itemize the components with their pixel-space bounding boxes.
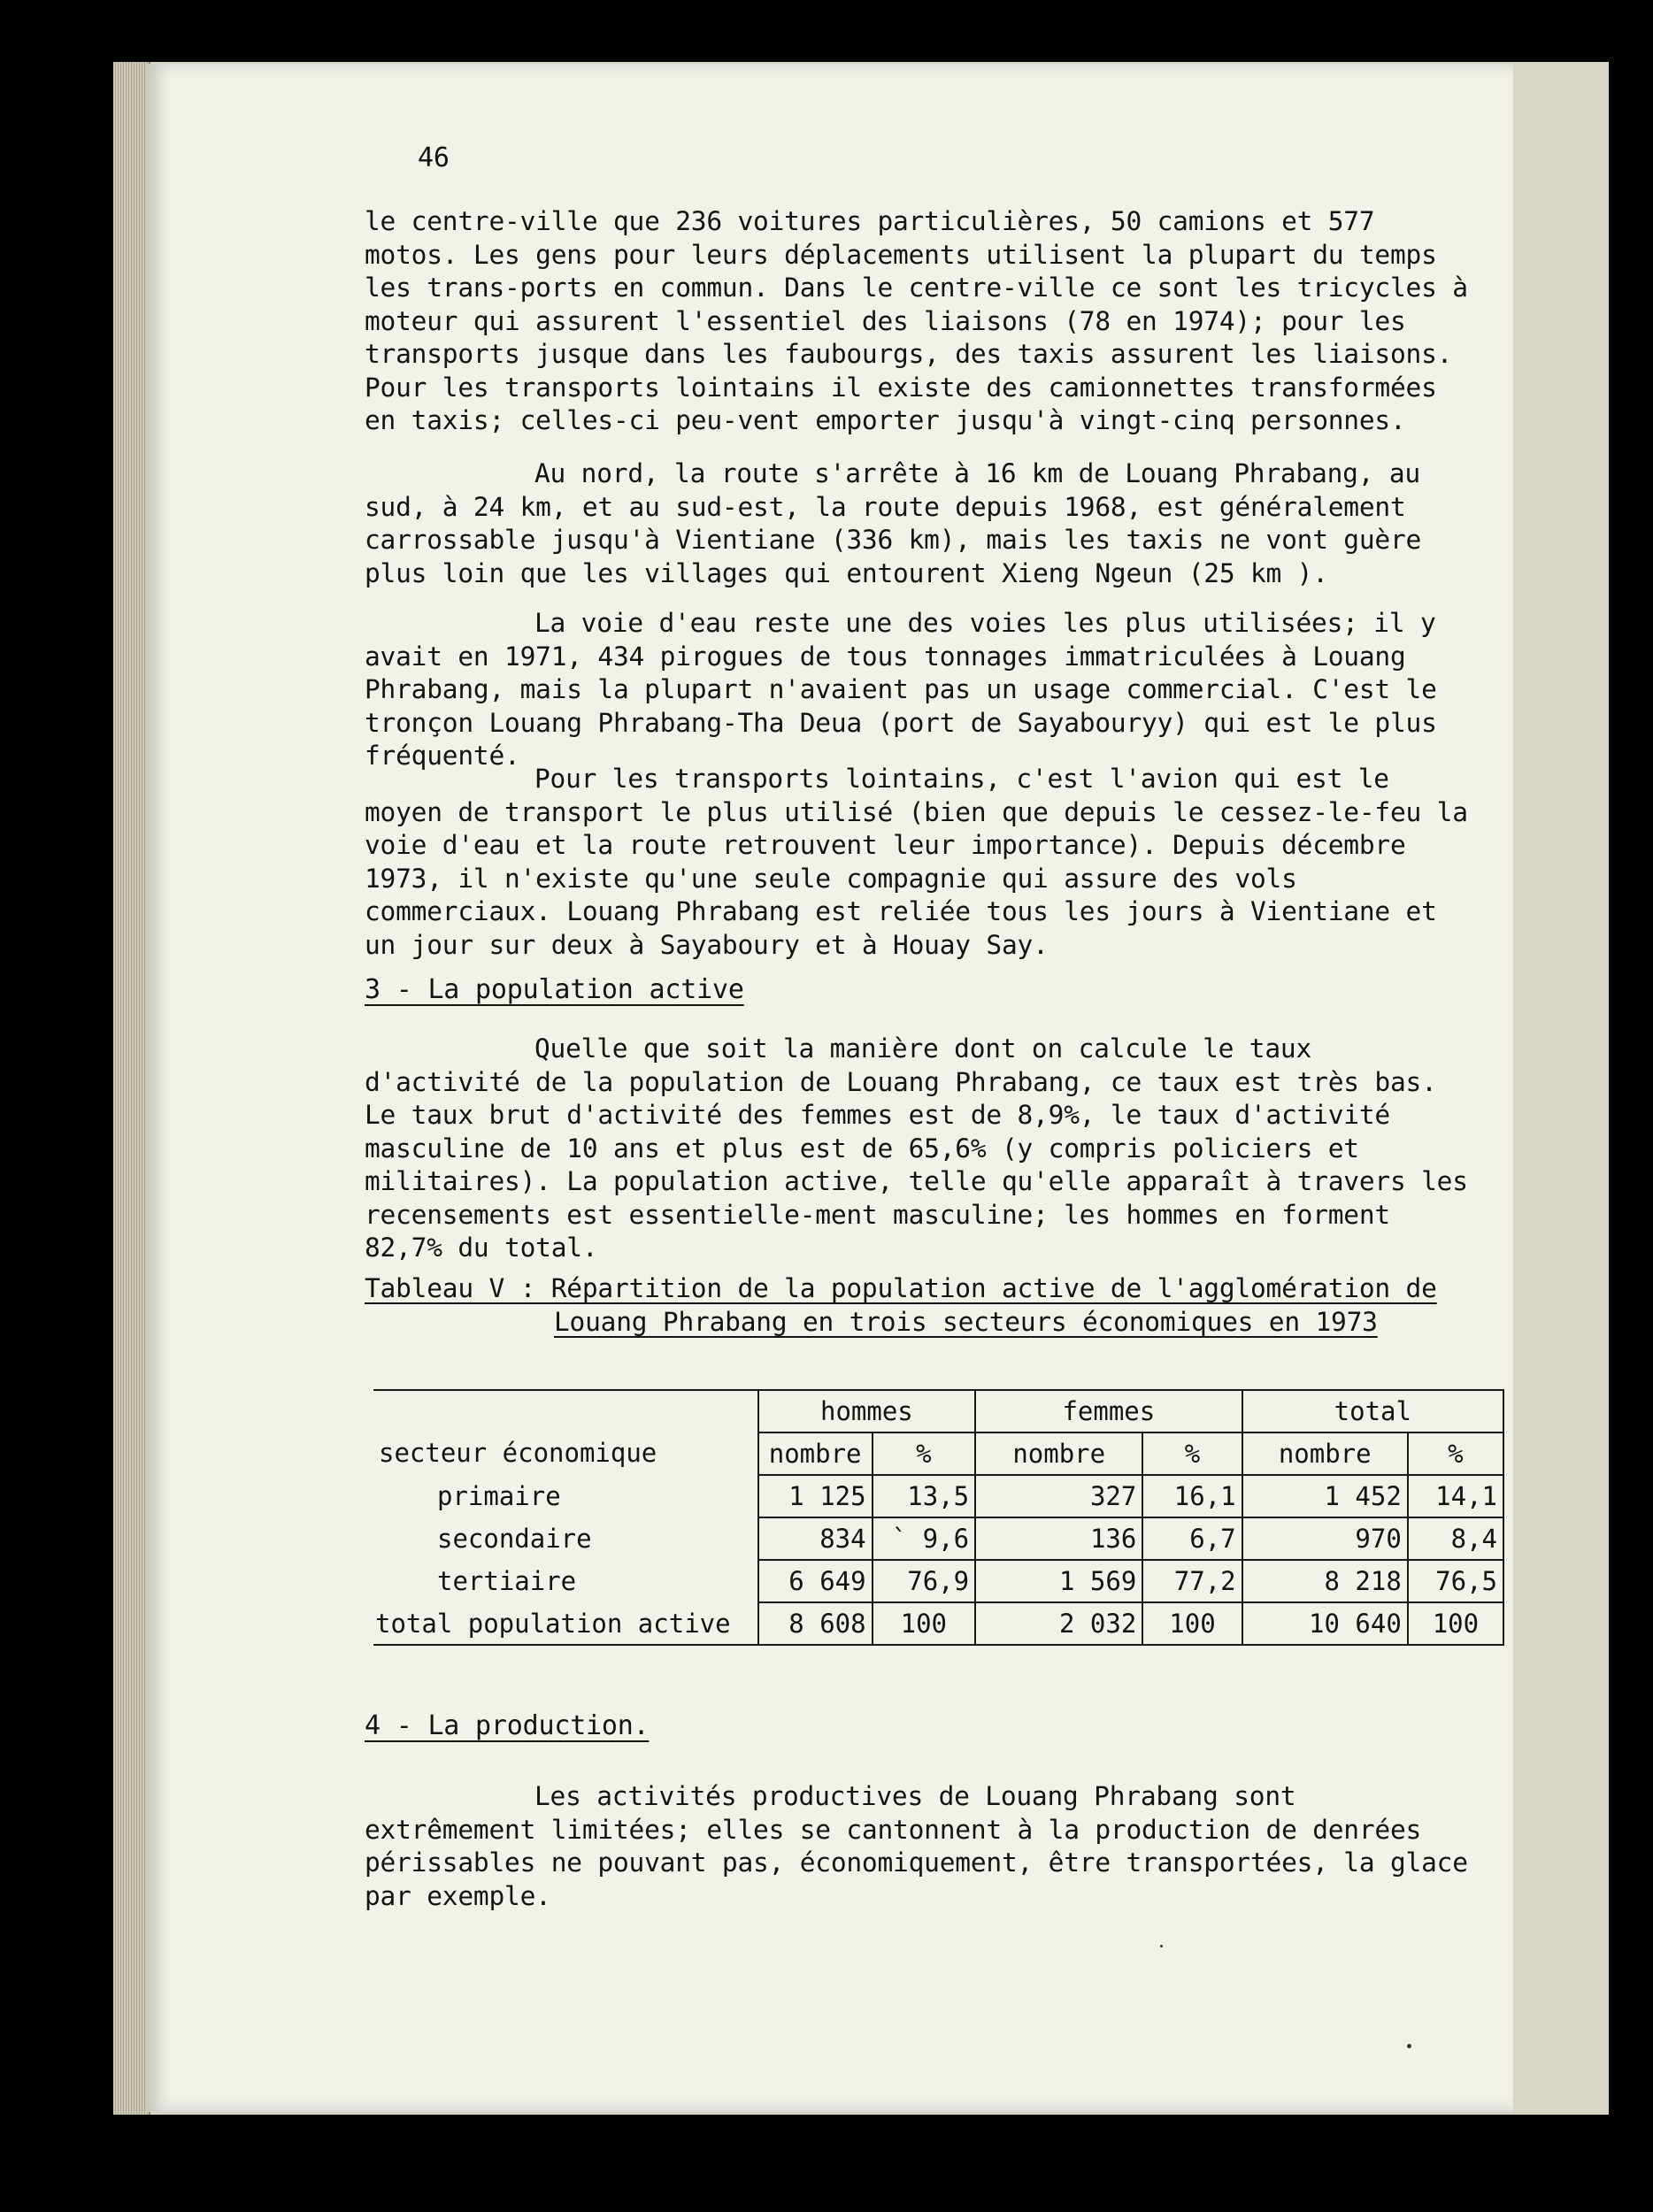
subheader-hommes-pct: % [873,1432,975,1475]
paragraph-waterway: La voie d'eau reste une des voies les plus utilisées; il y avait en 1971, 434 pirogues de tous tonnages immatriculées à Louang Phrabang, mais la plupart n'avaient pas un usage commercial. C'est le tronçon Louang Phrabang-Tha Deua (port de Sayabouryy) qui est le plus fréquenté. [365,608,1437,771]
cell-femmes-pct: 100 [1142,1602,1242,1645]
table-header-row [373,1390,1503,1432]
subheader-hommes-nombre: nombre [758,1432,873,1475]
cell-total-pct: 8,4 [1408,1517,1503,1560]
cell-femmes-nombre: 327 [975,1475,1142,1517]
paragraph-production: Les activités productives de Louang Phrabang sont extrêmement limitées; elles se cantonnent à la production de denrées périssables ne pouvant pas, économiquement, être transportées, la glace par exemple. [365,1781,1468,1911]
cell-hommes-nombre: 8 608 [758,1602,873,1645]
cell-hommes-nombre: 6 649 [758,1560,873,1602]
group-header-total: total [1242,1390,1503,1432]
subheader-total-pct: % [1408,1432,1503,1475]
table-caption-line-2: Louang Phrabang en trois secteurs économiques en 1973 [554,1307,1378,1337]
table-row-total [373,1602,1503,1645]
table-caption [365,1271,1480,1339]
population-table [373,1389,1504,1646]
section-heading-production: 4 - La production. [365,1710,650,1741]
table-row-primaire [373,1475,1503,1517]
page-edges [113,62,150,2115]
paragraph-roads: Au nord, la route s'arrête à 16 km de Louang Phrabang, au sud, à 24 km, et au sud-est, la route depuis 1968, est généralement carrossable jusqu'à Vientiane (336 km), mais les taxis ne vont guère plus loin que les villages qui entourent Xieng Ngeun (25 km ). [365,458,1422,588]
cell-femmes-nombre: 1 569 [975,1560,1142,1602]
cell-hommes-pct: 100 [873,1602,975,1645]
cell-femmes-pct: 6,7 [1142,1517,1242,1560]
cell-hommes-nombre: 1 125 [758,1475,873,1517]
cell-hommes-pct: ` 9,6 [873,1517,975,1560]
cell-femmes-nombre: 2 032 [975,1602,1142,1645]
cell-total-pct: 76,5 [1408,1560,1503,1602]
paragraph-activity-rate: Quelle que soit la manière dont on calcule le taux d'activité de la population de Louang Phrabang, ce taux est très bas. Le taux brut d'activité des femmes est de 8,9%, le taux d'activité masculine de 10 ans et plus est de 65,6% (y compris policiers et militaires). La population active, telle qu'elle apparaît à travers les recensements est essentielle-ment masculine; les hommes en forment 82,7% du total. [365,1033,1468,1263]
paragraph-air-transport: Pour les transports lointains, c'est l'avion qui est le moyen de transport le plus utilisé (bien que depuis le cessez-le-feu la voie d'eau et la route retrouvent leur importance). Depuis décembre 1973, il n'existe qu'une seule compagnie qui assure des vols commerciaux. Louang Phrabang est reliée tous les jours à Vientiane et un jour sur deux à Sayaboury et à Houay Say. [365,764,1468,960]
cell-total-pct: 100 [1408,1602,1503,1645]
cell-total-nombre: 10 640 [1242,1602,1408,1645]
subheader-femmes-pct: % [1142,1432,1242,1475]
paragraph-transport-vehicles: le centre-ville que 236 voitures particulières, 50 camions et 577 motos. Les gens pour leurs déplacements utilisent la plupart du temps les trans-ports en commun. Dans le centre-ville ce sont les tricycles à moteur qui assurent l'essentiel des liaisons (78 en 1974); pour les transports jusque dans les faubourgs, des taxis assurent les liaisons. Pour les transports lointains il existe des camionnettes transformées en taxis; celles-ci peu-vent emporter jusqu'à vingt-cinq personnes. [365,206,1468,435]
ink-speck [1407,2044,1411,2048]
row-label: primaire [437,1481,561,1511]
row-label: total population active [373,1602,758,1645]
subheader-total-nombre: nombre [1242,1432,1408,1475]
ink-speck [1160,1945,1163,1947]
cell-hommes-pct: 76,9 [873,1560,975,1602]
cell-hommes-nombre: 834 [758,1517,873,1560]
group-header-hommes: hommes [758,1390,975,1432]
cell-total-nombre: 8 218 [1242,1560,1408,1602]
cell-total-pct: 14,1 [1408,1475,1503,1517]
table-row-secondaire [373,1517,1503,1560]
row-label: secondaire [437,1524,592,1554]
subheader-femmes-nombre: nombre [975,1432,1142,1475]
cell-total-nombre: 1 452 [1242,1475,1408,1517]
row-label: tertiaire [437,1566,577,1596]
cell-hommes-pct: 13,5 [873,1475,975,1517]
section-heading-active-population: 3 - La population active [365,974,744,1005]
table-caption-line-1: Tableau V : Répartition de la population active de l'agglomération de [365,1273,1437,1303]
sector-header: secteur économique [373,1390,758,1475]
cell-femmes-pct: 77,2 [1142,1560,1242,1602]
cell-total-nombre: 970 [1242,1517,1408,1560]
table-row-tertiaire [373,1560,1503,1602]
group-header-femmes: femmes [975,1390,1242,1432]
cell-femmes-nombre: 136 [975,1517,1142,1560]
cell-femmes-pct: 16,1 [1142,1475,1242,1517]
page-number: 46 [418,142,450,173]
